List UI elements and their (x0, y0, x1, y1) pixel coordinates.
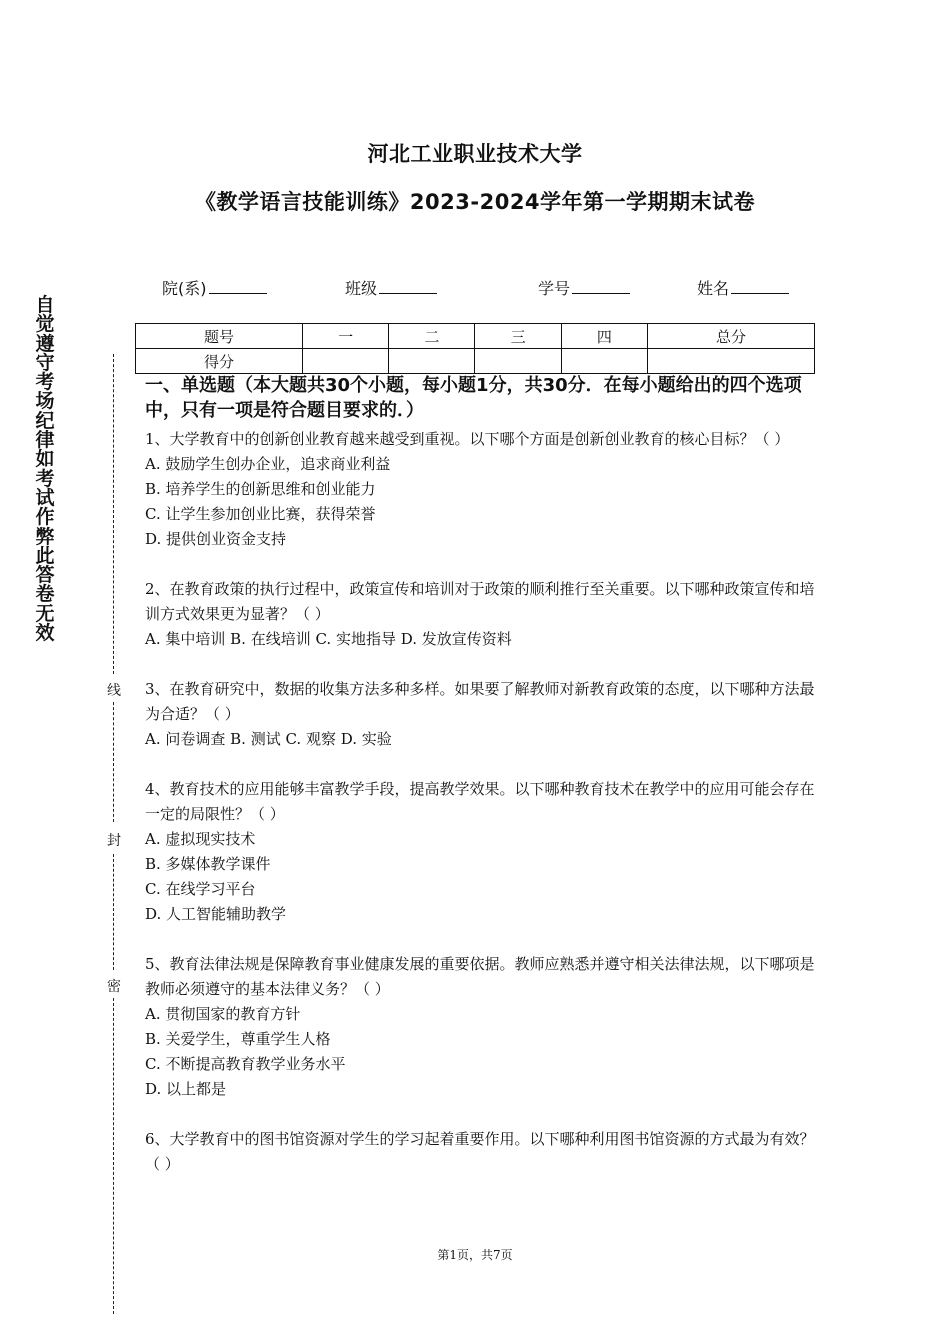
question-option: C. 不断提高教育教学业务水平 (145, 1055, 346, 1073)
side-warning-char: 卷 (35, 583, 55, 606)
side-warning-char: 遵 (35, 332, 55, 355)
score-cell (389, 349, 475, 374)
score-cell (561, 349, 647, 374)
question-item (145, 777, 820, 927)
side-warning-char: 律 (35, 429, 55, 452)
info-department (162, 276, 267, 299)
question-stem: 1、大学教育中的创新创业教育越来越受到重视。以下哪个方面是创新创业教育的核心目标？（ ） (145, 430, 790, 448)
table-cell: 四 (561, 324, 647, 349)
info-blank (572, 279, 630, 294)
info-label: 姓名 (697, 279, 730, 298)
info-class (345, 276, 437, 299)
score-table (135, 323, 815, 374)
question-content (145, 373, 820, 1202)
question-option: B. 关爱学生，尊重学生人格 (145, 1030, 331, 1048)
side-warning-char: 此 (35, 544, 55, 567)
table-cell: 一 (303, 324, 389, 349)
question-option: C. 让学生参加创业比赛，获得荣誉 (145, 505, 376, 523)
binding-line (113, 998, 114, 1314)
question-option: A. 鼓励学生创办企业，追求商业利益 (145, 455, 391, 473)
binding-mark-seal: 封 (106, 830, 122, 850)
table-cell: 题号 (136, 324, 303, 349)
side-warning-char: 觉 (35, 313, 55, 336)
side-warning-char: 效 (35, 622, 55, 645)
exam-title: 《教学语言技能训练》2023-2024学年第一学期期末试卷 (194, 190, 756, 214)
side-warning-char: 如 (35, 448, 55, 471)
question-option: B. 培养学生的创新思维和创业能力 (145, 480, 376, 498)
side-warning-char: 纪 (35, 409, 55, 432)
page-footer: 第1页，共7页 (437, 1248, 513, 1262)
side-warning-char: 考 (35, 371, 55, 394)
side-warning-char: 场 (35, 390, 55, 413)
question-option: A. 贯彻国家的教育方针 (145, 1005, 301, 1023)
question-option: B. 多媒体教学课件 (145, 855, 271, 873)
question-item (145, 677, 820, 752)
score-cell (303, 349, 389, 374)
table-row (136, 349, 815, 374)
question-stem: 6、大学教育中的图书馆资源对学生的学习起着重要作用。以下哪种利用图书馆资源的方式最为有效？（ ） (145, 1130, 815, 1173)
table-row (136, 324, 815, 349)
score-cell (475, 349, 561, 374)
info-label: 班级 (345, 279, 378, 298)
info-label: 学号 (538, 279, 571, 298)
question-option: D. 提供创业资金支持 (145, 530, 287, 548)
question-option: A. 问卷调查 B. 测试 C. 观察 D. 实验 (145, 730, 392, 748)
binding-line (113, 354, 114, 674)
info-student-id (538, 276, 630, 299)
side-warning-char: 无 (35, 602, 55, 625)
question-option: D. 人工智能辅助教学 (145, 905, 287, 923)
side-warning-char: 考 (35, 467, 55, 490)
question-item (145, 577, 820, 652)
question-option: D. 以上都是 (145, 1080, 227, 1098)
info-blank (379, 279, 437, 294)
question-option: A. 集中培训 B. 在线培训 C. 实地指导 D. 发放宣传资料 (145, 630, 512, 648)
table-cell: 总分 (647, 324, 814, 349)
question-stem: 2、在教育政策的执行过程中，政策宣传和培训对于政策的顺利推行至关重要。以下哪种政策宣传和培训方式效果更为显著？（ ） (145, 580, 815, 623)
question-stem: 5、教育法律法规是保障教育事业健康发展的重要依据。教师应熟悉并遵守相关法律法规，以下哪项是教师必须遵守的基本法律义务？（ ） (145, 955, 815, 998)
score-cell (647, 349, 814, 374)
question-option: C. 在线学习平台 (145, 880, 256, 898)
table-cell: 二 (389, 324, 475, 349)
binding-line (113, 854, 114, 970)
question-stem: 3、在教育研究中，数据的收集方法多种多样。如果要了解教师对新教育政策的态度，以下哪种方法最为合适？（ ） (145, 680, 815, 723)
info-label: 院(系) (162, 279, 207, 298)
side-warning-text (33, 296, 57, 643)
info-name (697, 276, 789, 299)
info-blank (731, 279, 789, 294)
info-blank (209, 279, 267, 294)
binding-mark-secret: 密 (106, 976, 122, 996)
side-warning-char: 答 (35, 564, 55, 587)
question-stem: 4、教育技术的应用能够丰富教学手段，提高教学效果。以下哪种教育技术在教学中的应用可能会存在一定的局限性？（ ） (145, 780, 815, 823)
side-warning-char: 守 (35, 351, 55, 374)
side-warning-char: 作 (35, 506, 55, 529)
section-heading: 一、单选题（本大题共30个小题，每小题1分，共30分．在每小题给出的四个选项中，只有一项是符合题目要求的．） (145, 375, 802, 421)
school-title: 河北工业职业技术大学 (367, 142, 583, 166)
question-item (145, 427, 820, 552)
side-warning-char: 自 (35, 294, 55, 316)
table-cell: 三 (475, 324, 561, 349)
table-cell: 得分 (136, 349, 303, 374)
side-warning-char: 弊 (35, 525, 55, 548)
question-option: A. 虚拟现实技术 (145, 830, 256, 848)
question-item (145, 952, 820, 1102)
binding-line (113, 702, 114, 822)
binding-mark-line: 线 (106, 680, 122, 700)
side-warning-char: 试 (35, 486, 55, 509)
question-item (145, 1127, 820, 1177)
